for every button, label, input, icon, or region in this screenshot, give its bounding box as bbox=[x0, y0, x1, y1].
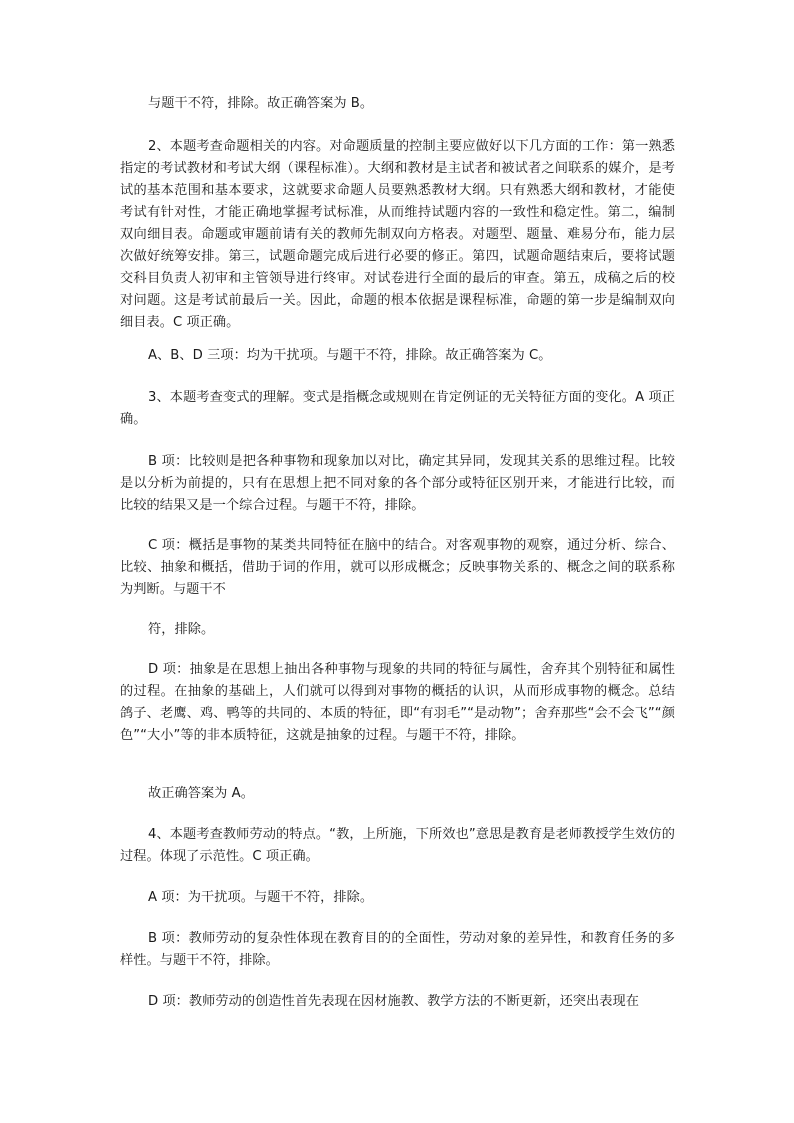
paragraph-4: 3、本题考查变式的理解。变式是指概念或规则在肯定例证的无关特征方面的变化。A 项正确。 bbox=[120, 390, 675, 427]
paragraph-2: 2、本题考查命题相关的内容。对命题质量的控制主要应做好以下几方面的工作：第一熟悉指定的考试教材和考试大纲（课程标准）。大纲和教材是主试者和被试者之间联系的媒介，是考试的基本范围和基本要求，这就要求命题人员要熟悉教材大纲。只有熟悉大纲和教材，才能使考试有针对性，才能正确地掌握考试标准，从而维持试题内容的一致性和稳定性。第二，编制双向细目表。命题或审题前请有关的教师先制双向方格表。对题型、题量、难易分布，能力层次做好统筹安排。第三，试题命题完成后进行必要的修正。第四，试题命题结束后，要将试题交科目负责人初审和主管领导进行终审。对试卷进行全面的最后的审查。第五，成稿之后的校对问题。这是考试前最后一关。因此，命题的根本依据是课程标准，命题的第一步是编制双向细目表。C 项正确。 bbox=[120, 139, 675, 330]
paragraph-5: B 项：比较则是把各种事物和现象加以对比，确定其异同，发现其关系的思维过程。比较是以分析为前提的，只有在思想上把不同对象的各个部分或特征区别开来，才能进行比较，而比较的结果又是一个综合过程。与题干不符，排除。 bbox=[120, 454, 675, 513]
paragraph-6: C 项：概括是事物的某类共同特征在脑中的结合。对客观事物的观察，通过分析、综合、比较、抽象和概括，借助于词的作用，就可以形成概念；反映事物关系的、概念之间的联系称为判断。与题干不 bbox=[120, 538, 675, 597]
paragraph-3: A、B、D 三项：均为干扰项。与题干不符，排除。故正确答案为 C。 bbox=[148, 348, 552, 363]
paragraph-1: 与题干不符，排除。故正确答案为 B。 bbox=[148, 96, 374, 111]
paragraph-8: D 项：抽象是在思想上抽出各种事物与现象的共同的特征与属性，舍弃其个别特征和属性的过程。在抽象的基础上，人们就可以得到对事物的概括的认识，从而形成事物的概念。总结鸽子、老鹰、鸡、鸭等的共同的、本质的特征，即“有羽毛”“是动物”；舍弃那些“会不会飞”“颜色”“大小”等的非本质特征，这就是抽象的过程。与题干不符，排除。 bbox=[120, 662, 675, 743]
paragraph-11: A 项：为干扰项。与题干不符，排除。 bbox=[148, 890, 374, 905]
paragraph-13: D 项：教师劳动的创造性首先表现在因材施教、教学方法的不断更新，还突出表现在 bbox=[148, 994, 639, 1009]
paragraph-7: 符，排除。 bbox=[148, 622, 215, 637]
paragraph-12: B 项：教师劳动的复杂性体现在教育目的的全面性，劳动对象的差异性，和教育任务的多样性。与题干不符，排除。 bbox=[120, 931, 675, 968]
paragraph-10: 4、本题考查教师劳动的特点。“教，上所施，下所效也”意思是教育是老师教授学生效仿的过程。体现了示范性。C 项正确。 bbox=[120, 827, 675, 864]
paragraph-9: 故正确答案为 A。 bbox=[148, 786, 254, 801]
